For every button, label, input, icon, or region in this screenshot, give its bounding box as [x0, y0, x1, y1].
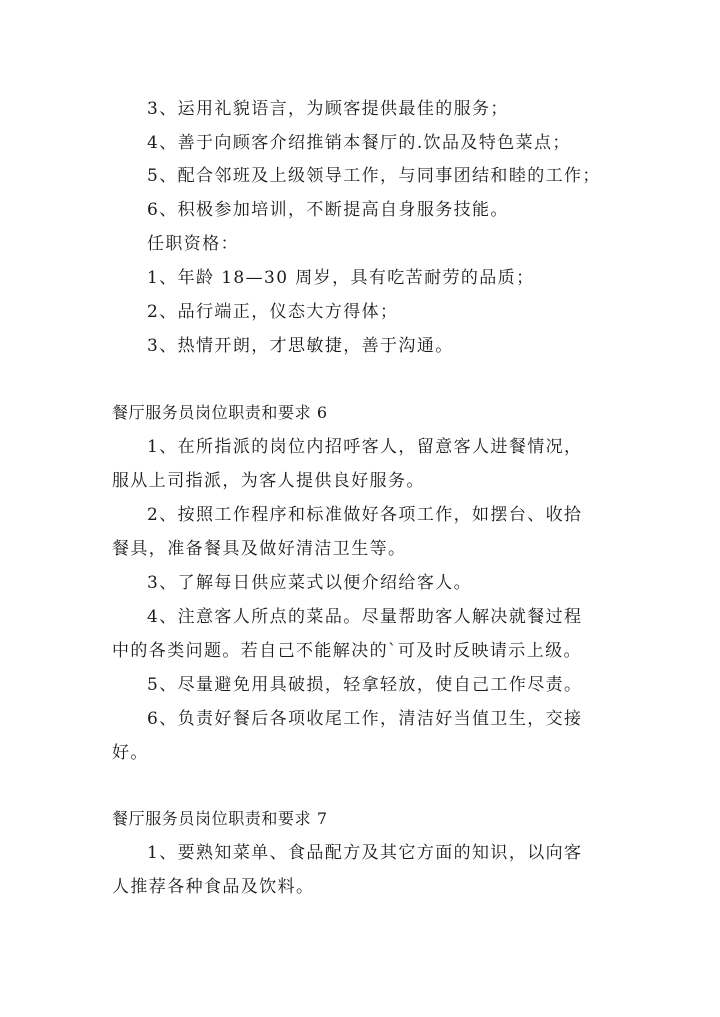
paragraph-line: 4、注意客人所点的菜品。尽量帮助客人解决就餐过程 [147, 607, 583, 627]
paragraph-line: 餐具，准备餐具及做好清洁卫生等。 [112, 539, 407, 559]
paragraph-line: 1、在所指派的岗位内招呼客人，留意客人进餐情况， [147, 437, 583, 457]
paragraph-line: 好。 [112, 743, 149, 763]
qualification-item: 3、热情开朗，才思敏捷，善于沟通。 [147, 336, 454, 356]
paragraph-line: 3、了解每日供应菜式以便介绍给客人。 [147, 573, 473, 593]
duty-item: 4、善于向顾客介绍推销本餐厅的.饮品及特色菜点； [147, 133, 571, 153]
paragraph-line: 人推荐各种食品及饮料。 [112, 877, 315, 897]
paragraph-line: 2、按照工作程序和标准做好各项工作，如摆台、收拾 [147, 505, 583, 525]
section-title: 餐厅服务员岗位职责和要求 6 [112, 403, 328, 422]
paragraph-line: 1、要熟知菜单、食品配方及其它方面的知识，以向客 [147, 843, 583, 863]
paragraph-line: 6、负责好餐后各项收尾工作，清洁好当值卫生，交接 [147, 709, 583, 729]
duty-item: 5、配合邻班及上级领导工作，与同事团结和睦的工作； [147, 166, 601, 186]
qualifications-label: 任职资格： [147, 234, 239, 254]
paragraph-line: 服从上司指派，为客人提供良好服务。 [112, 471, 425, 491]
qualification-item: 2、品行端正，仪态大方得体； [147, 302, 399, 322]
duty-item: 3、运用礼貌语言，为顾客提供最佳的服务； [147, 99, 509, 119]
duty-item: 6、积极参加培训，不断提高自身服务技能。 [147, 200, 509, 220]
paragraph-line: 5、尽量避免用具破损，轻拿轻放，使自己工作尽责。 [147, 675, 583, 695]
section-title: 餐厅服务员岗位职责和要求 7 [112, 809, 328, 828]
qualification-item: 1、年龄 18—30 周岁，具有吃苦耐劳的品质； [147, 268, 535, 288]
paragraph-line: 中的各类问题。若自己不能解决的`可及时反映请示上级。 [112, 641, 582, 661]
